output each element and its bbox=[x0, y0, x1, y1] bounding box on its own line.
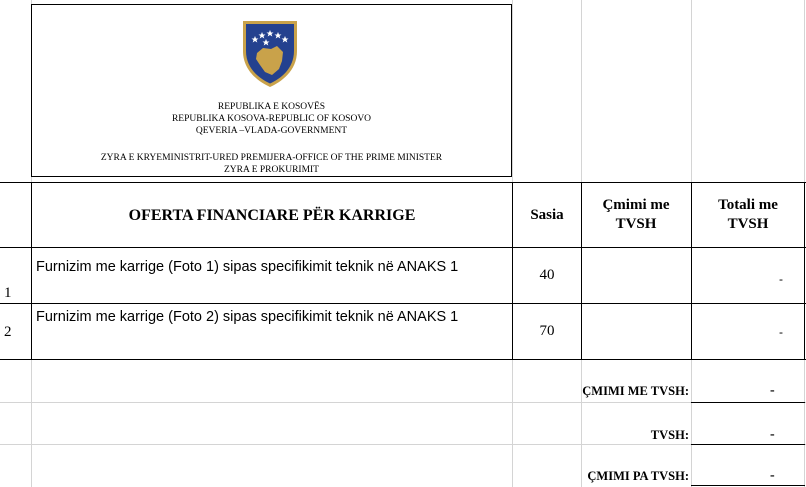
header-country-multilingual: REPUBLIKA KOSOVA-REPUBLIC OF KOSOVO bbox=[171, 114, 372, 124]
summary-vat-label: TVSH: bbox=[650, 428, 689, 442]
kosovo-emblem-icon bbox=[241, 19, 299, 89]
table-border bbox=[804, 182, 805, 360]
header-procurement: ZYRA E PROKURIMIT bbox=[223, 165, 319, 175]
row-number: 1 bbox=[4, 285, 12, 301]
row-price bbox=[582, 304, 691, 359]
table-border bbox=[0, 359, 806, 360]
header-government: QEVERIA –VLADA-GOVERNMENT bbox=[195, 126, 348, 136]
document-header bbox=[31, 4, 512, 177]
column-title: OFERTA FINANCIARE PËR KARRIGE bbox=[128, 206, 416, 224]
summary-total-without-vat-value: - bbox=[770, 468, 775, 483]
summary-total-with-vat-label: ÇMIMI ME TVSH: bbox=[582, 384, 689, 398]
table-border bbox=[691, 182, 692, 360]
summary-total-without-vat-label: ÇMIMI PA TVSH: bbox=[587, 469, 689, 483]
row-qty: 70 bbox=[539, 323, 555, 339]
column-price: Çmimi me TVSH bbox=[602, 197, 670, 232]
column-total: Totali me TVSH bbox=[718, 197, 778, 232]
summary-border bbox=[691, 402, 805, 403]
row-total: - bbox=[779, 325, 783, 339]
summary-border bbox=[691, 444, 805, 445]
header-office: ZYRA E KRYEMINISTRIT-URED PREMIJERA-OFFICE OF THE PRIME MINISTER bbox=[100, 153, 443, 163]
row-price bbox=[582, 248, 691, 303]
row-description: Furnizim me karrige (Foto 2) sipas specifikimit teknik në ANAKS 1 bbox=[36, 309, 459, 325]
column-qty: Sasia bbox=[530, 206, 564, 223]
row-number: 2 bbox=[4, 324, 12, 340]
row-total: - bbox=[779, 272, 783, 286]
summary-vat-value: - bbox=[770, 427, 775, 442]
row-qty: 40 bbox=[539, 267, 555, 283]
summary-border bbox=[691, 485, 805, 486]
row-description: Furnizim me karrige (Foto 1) sipas specifikimit teknik në ANAKS 1 bbox=[36, 259, 459, 275]
header-country-albanian: REPUBLIKA E KOSOVËS bbox=[217, 102, 326, 112]
summary-total-with-vat-value: - bbox=[770, 383, 775, 398]
